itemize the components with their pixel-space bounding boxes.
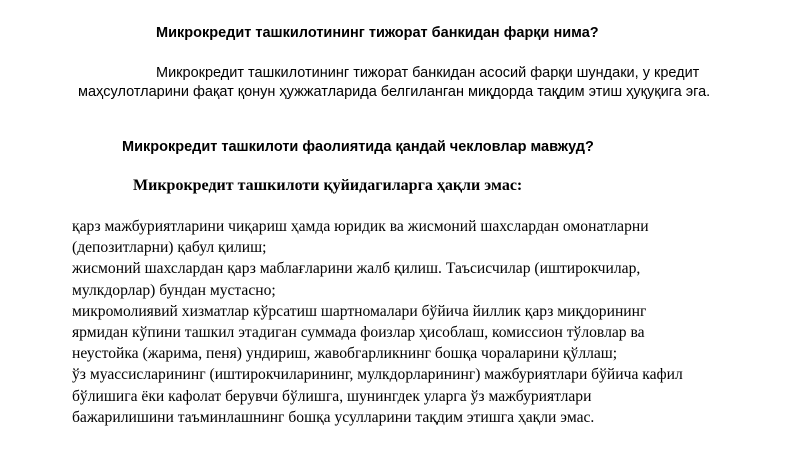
heading-difference: Микрокредит ташкилотининг тижорат банкидан фарқи нима? — [156, 25, 599, 41]
text-line: ўз муассисларининг (иштирокчиларининг, мулкдорларининг) мажбуриятлари бўйича кафил — [72, 366, 683, 384]
text-line: мулкдорлар) бундан мустасно; — [72, 281, 276, 299]
text-line: ярмидан кўпини ташкил этадиган суммада фоизлар ҳисоблаш, комиссион тўловлар ва — [72, 324, 645, 342]
text-line: (депозитларни) қабул қилиш; — [72, 239, 267, 257]
heading-restrictions: Микрокредит ташкилоти фаолиятида қандай чекловлар мавжуд? — [122, 139, 594, 155]
paragraph-difference: Микрокредит ташкилотининг тижорат банкидан асосий фарқи шундаки, у кредит маҳсулотларини фақат қонун ҳужжатларида белгиланган миқдорда тақдим этиш ҳуқуқига эга. — [78, 65, 711, 100]
text-line: бўлишига ёки кафолат берувчи бўлишга, шунингдек уларга ўз мажбуриятлари — [72, 387, 592, 405]
restrictions-text — [72, 216, 772, 428]
text-line: микромолиявий хизматлар кўрсатиш шартномалари бўйича йиллик қарз миқдорининг — [72, 302, 647, 320]
text-line: неустойка (жарима, пеня) ундириш, жавобгарликнинг бошқа чораларини қўллаш; — [72, 345, 618, 363]
text-line: қарз мажбуриятларини чиқариш ҳамда юридик ва жисмоний шахслардан омонатларни — [72, 218, 649, 235]
text-line: жисмоний шахслардан қарз маблағларини жалб қилиш. Таъсисчилар (иштирокчилар, — [72, 260, 641, 278]
text-line: бажарилишини таъминлашнинг бошқа усулларини тақдим этишга ҳақли эмас. — [72, 408, 595, 426]
subheading-not-entitled: Микрокредит ташкилоти қуйидагиларга ҳақли эмас: — [133, 177, 523, 194]
